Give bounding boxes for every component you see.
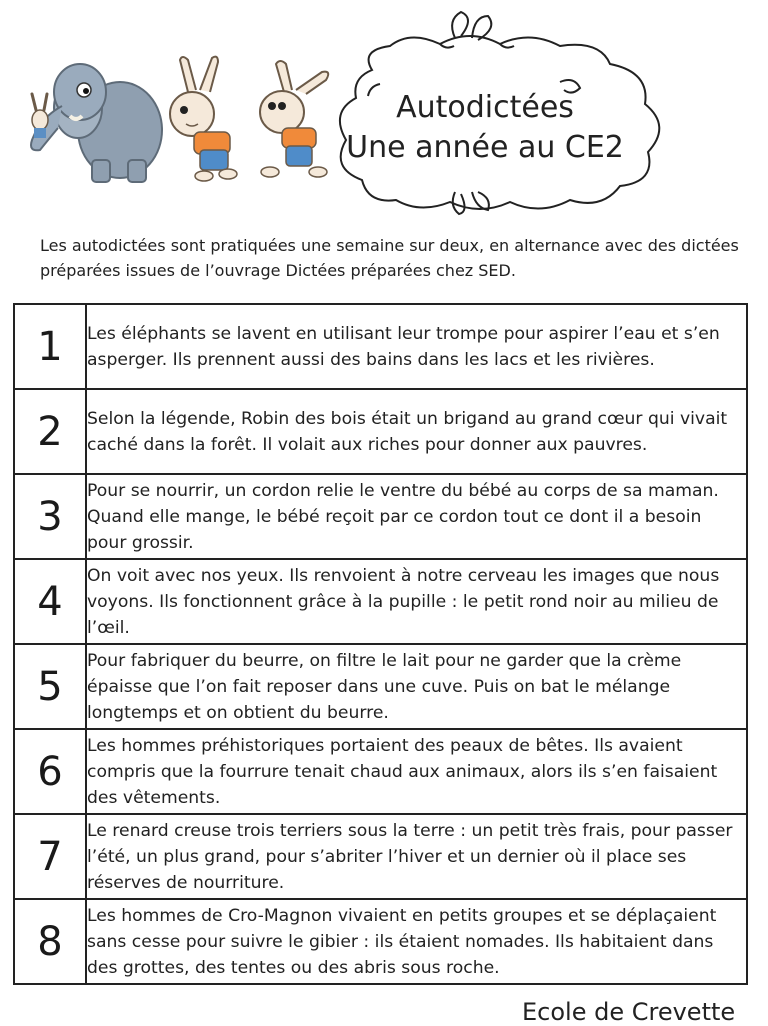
title-line-1: Autodictées [396, 90, 574, 125]
row-number: 4 [14, 559, 86, 644]
rabbit-icon [260, 61, 328, 177]
row-text: Selon la légende, Robin des bois était un brigand au grand cœur qui vivait caché dans la forêt. Il volait aux riches pour donner aux pauvres. [86, 389, 747, 474]
row-text: Pour se nourrir, un cordon relie le ventre du bébé au corps de sa maman. Quand elle mange, le bébé reçoit par ce cordon tout ce dont il a besoin pour grossir. [86, 474, 747, 559]
row-number: 6 [14, 729, 86, 814]
row-text: Les hommes préhistoriques portaient des peaux de bêtes. Ils avaient compris que la fourrure tenait chaud aux animaux, alors ils s’en faisaient des vêtements. [86, 729, 747, 814]
title-line-2: Une année au CE2 [346, 130, 624, 165]
table-row [14, 389, 747, 474]
table-row [14, 899, 747, 984]
row-number: 2 [14, 389, 86, 474]
elephant-icon [31, 64, 162, 182]
row-text: Le renard creuse trois terriers sous la terre : un petit très frais, pour passer l’été, un plus grand, pour s’abriter l’hiver et un dernier où il place ses réserves de nourriture. [86, 814, 747, 899]
intro-paragraph: Les autodictées sont pratiquées une semaine sur deux, en alternance avec des dictées préparées issues de l’ouvrage Dictées préparées chez SED. [40, 236, 739, 280]
table-row [14, 729, 747, 814]
row-text: Les éléphants se lavent en utilisant leur trompe pour aspirer l’eau et s’en asperger. Ils prennent aussi des bains dans les lacs et les rivières. [86, 304, 747, 389]
dictees-table [13, 303, 748, 985]
row-number: 7 [14, 814, 86, 899]
table-row [14, 644, 747, 729]
header-title [330, 88, 640, 168]
row-number: 8 [14, 899, 86, 984]
row-number: 1 [14, 304, 86, 389]
row-text: On voit avec nos yeux. Ils renvoient à notre cerveau les images que nous voyons. Ils fonctionnent grâce à la pupille : le petit rond noir au milieu de l’œil. [86, 559, 747, 644]
footer-school-name: Ecole de Crevette [522, 998, 736, 1026]
row-text: Pour fabriquer du beurre, on filtre le lait pour ne garder que la crème épaisse que l’on fait reposer dans une cuve. Puis on bat le mélange longtemps et on obtient du beurre. [86, 644, 747, 729]
row-text: Les hommes de Cro-Magnon vivaient en petits groupes et se déplaçaient sans cesse pour suivre le gibier : ils étaient nomades. Ils habitaient dans des grottes, des tentes ou des abris sous roche. [86, 899, 747, 984]
table-row [14, 814, 747, 899]
rabbit-icon [170, 57, 237, 181]
row-number: 5 [14, 644, 86, 729]
table-row [14, 474, 747, 559]
row-number: 3 [14, 474, 86, 559]
table-row [14, 304, 747, 389]
small-rabbit-icon [32, 94, 48, 138]
table-row [14, 559, 747, 644]
